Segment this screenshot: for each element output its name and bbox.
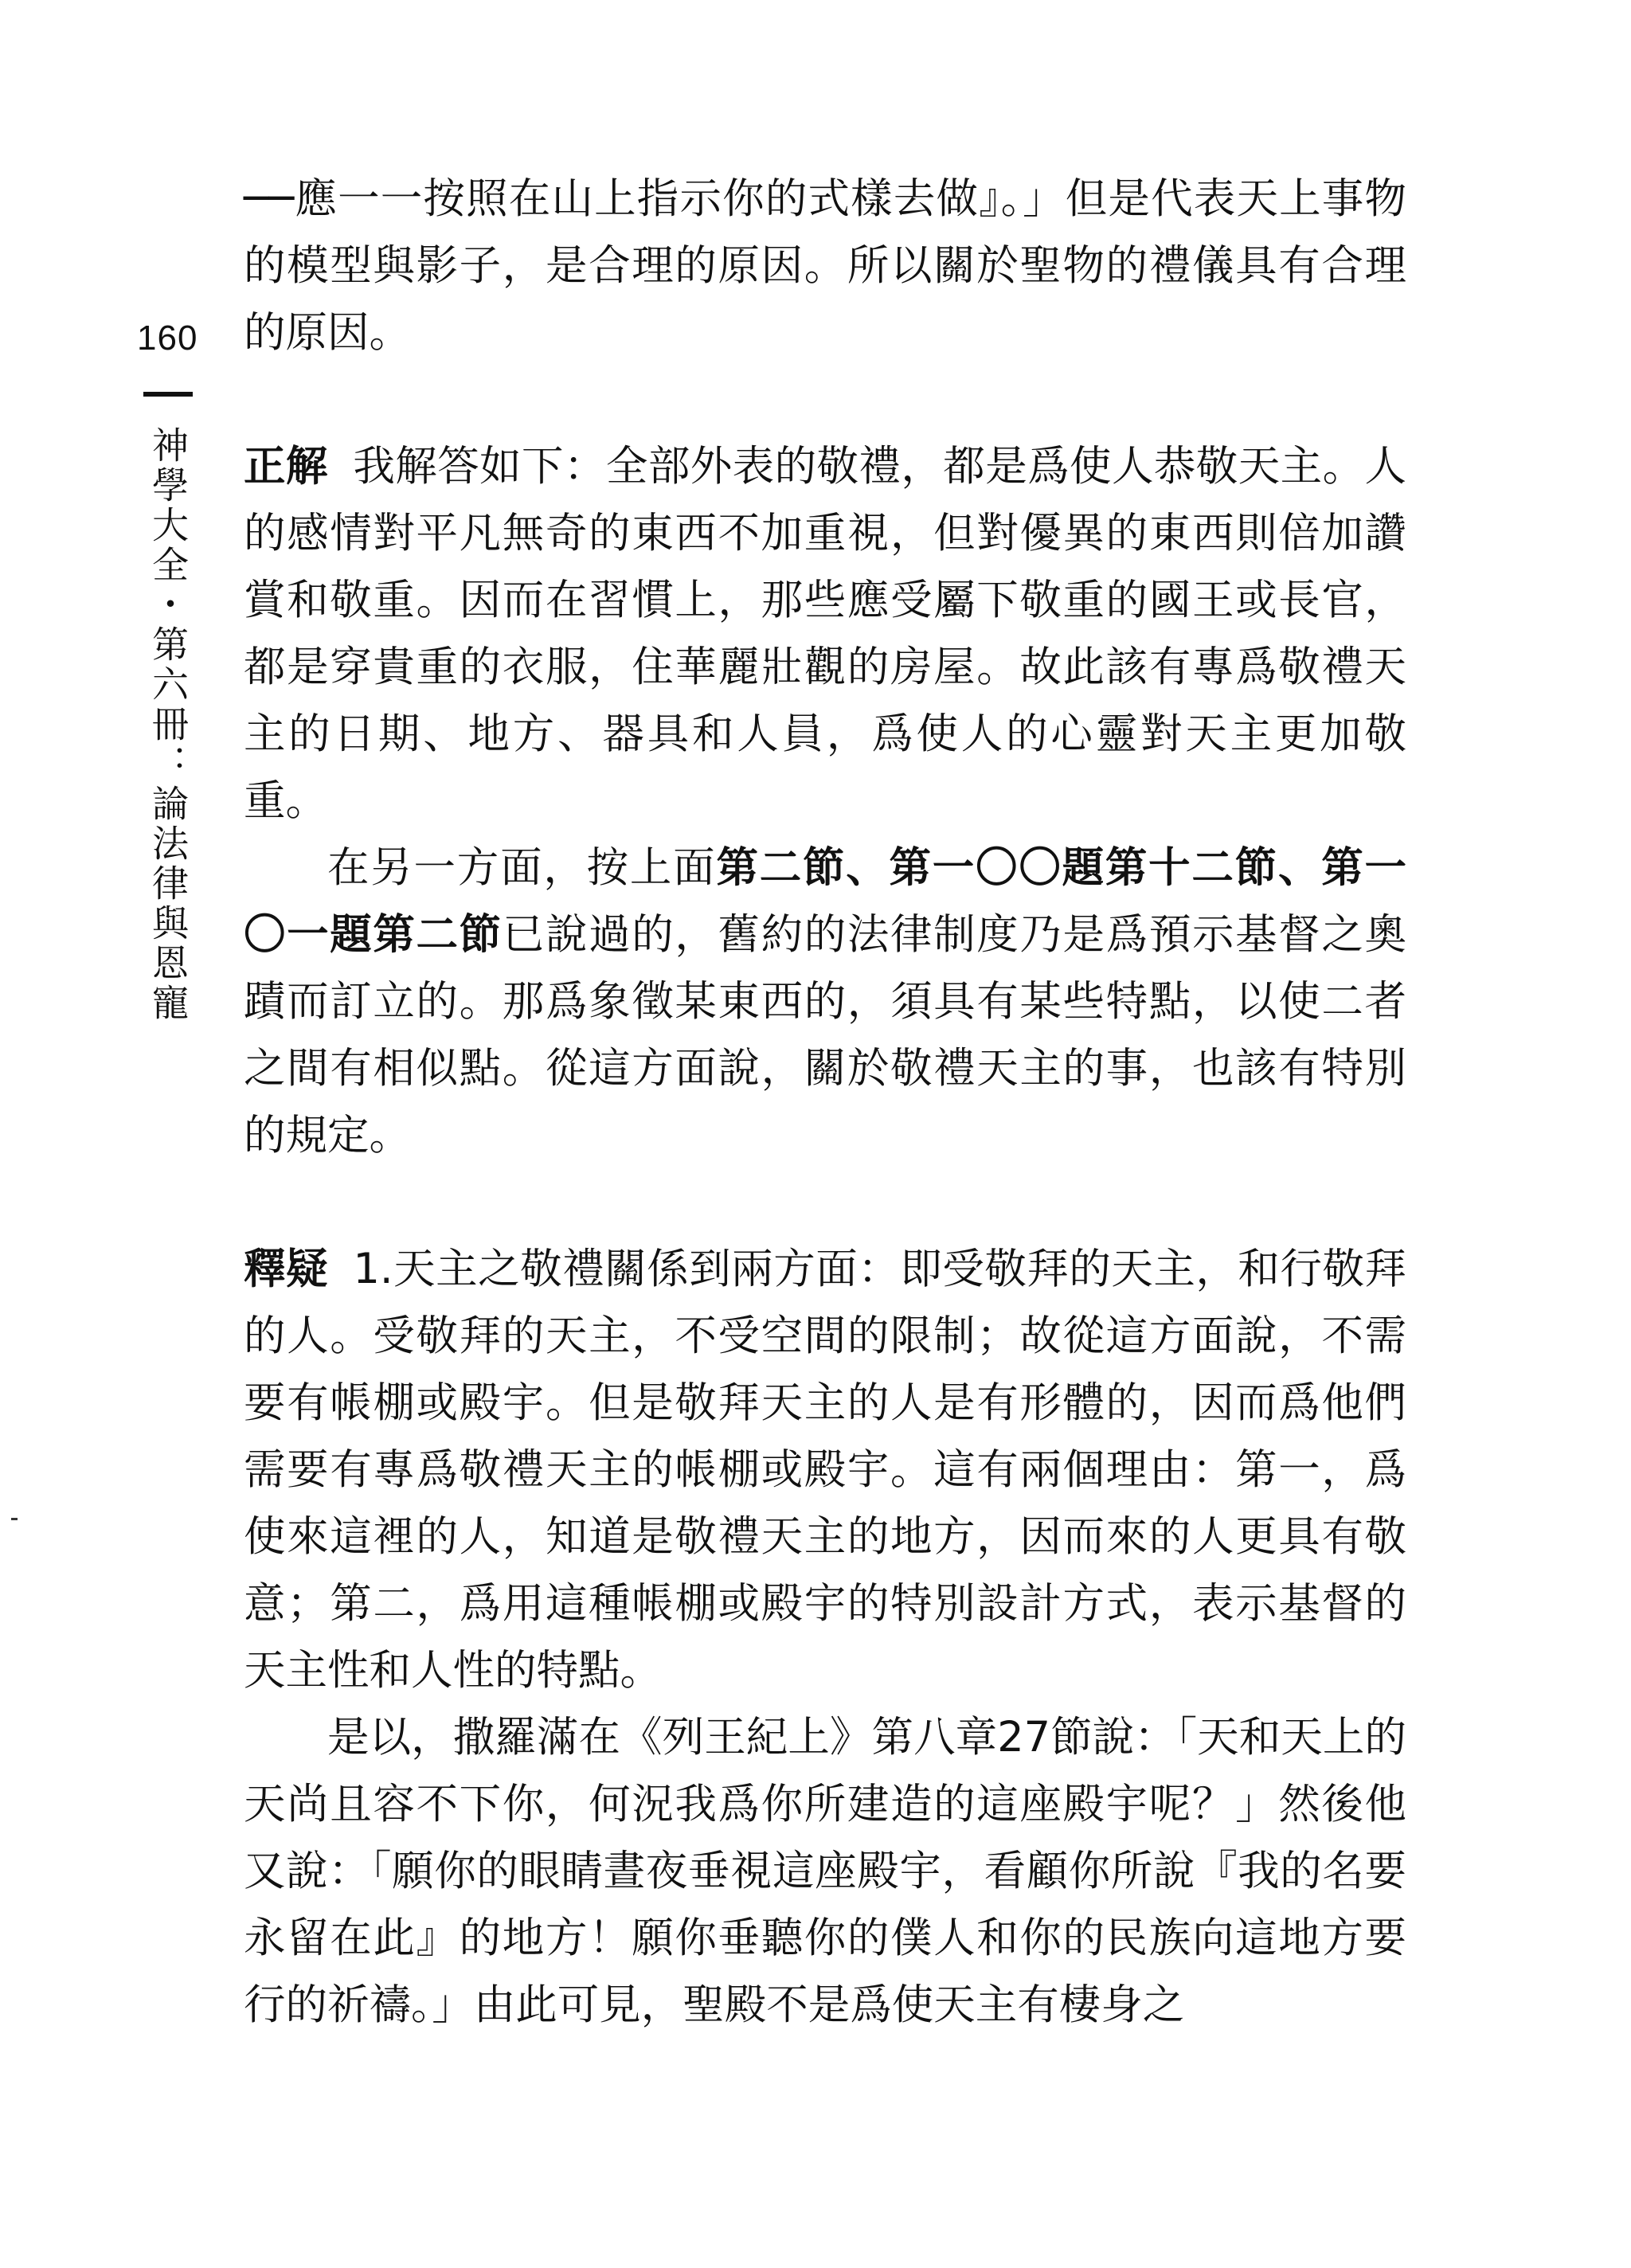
scripture-quote-1: 天和天上的天尚且容不下你，何況我爲你所建造的這座殿宇呢？ <box>244 1713 1406 1828</box>
answer-text-2a: 在另一方面，按上面 <box>327 843 717 892</box>
section-gap <box>244 366 1406 433</box>
reply-heading: 釋疑 <box>244 1245 329 1293</box>
page-number: 160 <box>137 319 198 358</box>
scan-speck <box>11 1518 18 1520</box>
running-head: 神學大全・第六冊：論法律與恩寵 <box>147 426 190 1023</box>
answer-text: 我解答如下：全部外表的敬禮，都是爲使人恭敬天主。人的感情對平凡無奇的東西不加重視，但對優異的東西則倍加讚賞和敬重。因而在習慣上，那些應受屬下敬重的國王或長官，都是穿貴重的衣服，住華麗壯觀的房屋。故此該有專爲敬禮天主的日期、地方、器具和人員，爲使人的心靈對天主更加敬重。 <box>244 442 1406 825</box>
section-gap <box>244 1169 1406 1236</box>
answer-text-2c: 已說過的，舊約的法律制度乃是爲預示基督之奧蹟而訂立的。那爲象徵某東西的，須具有某些特點，以使二者之間有相似點。從這方面說，關於敬禮天主的事，也該有特別的規定。 <box>244 910 1406 1159</box>
reply-text: 1.天主之敬禮關係到兩方面：即受敬拜的天主，和行敬拜的人。受敬拜的天主，不受空間的限制；故從這方面說，不需要有帳棚或殿宇。但是敬拜天主的人是有形體的，因而爲他們需要有專爲敬禮天主的帳棚或殿宇。這有兩個理由：第一，爲使來這裡的人，知道是敬禮天主的地方，因而來的人更具有敬意；第二，爲用這種帳棚或殿宇的特別設計方式，表示基督的天主性和人性的特點。 <box>244 1245 1406 1695</box>
scripture-quote-2: 願你的眼睛晝夜垂視這座殿宇，看顧你所說『我的名要永留在此』的地方！願你垂聽你的僕人和你的民族向這地方要行的祈禱。 <box>244 1847 1406 2029</box>
reply-text-2c: 」然後他又說：「 <box>244 1780 1406 1895</box>
answer-paragraph <box>244 433 1406 835</box>
answer-heading: 正解 <box>244 442 328 491</box>
scripture-quote-end: ──應一一按照在山上指示你的式樣去做』。」 <box>244 174 1066 223</box>
cross-reference: 第二節、第一〇〇題第十二節、第一〇一題第二節 <box>244 843 1406 959</box>
reply-paragraph-2 <box>244 1704 1406 2039</box>
reply-text-2e: 」由此可見，聖殿不是爲使天主有棲身之 <box>432 1981 1185 2029</box>
reply-text-2a: 是以，撒羅滿在《列王紀上》第八章27節說：「 <box>327 1713 1198 1762</box>
text-column <box>244 166 1406 2039</box>
intro-paragraph <box>244 166 1406 366</box>
answer-paragraph-2 <box>244 835 1406 1169</box>
margin-rule <box>143 392 193 397</box>
intro-text: 但是代表天上事物的模型與影子，是合理的原因。所以關於聖物的禮儀具有合理的原因。 <box>244 174 1406 357</box>
reply-paragraph <box>244 1236 1406 1704</box>
